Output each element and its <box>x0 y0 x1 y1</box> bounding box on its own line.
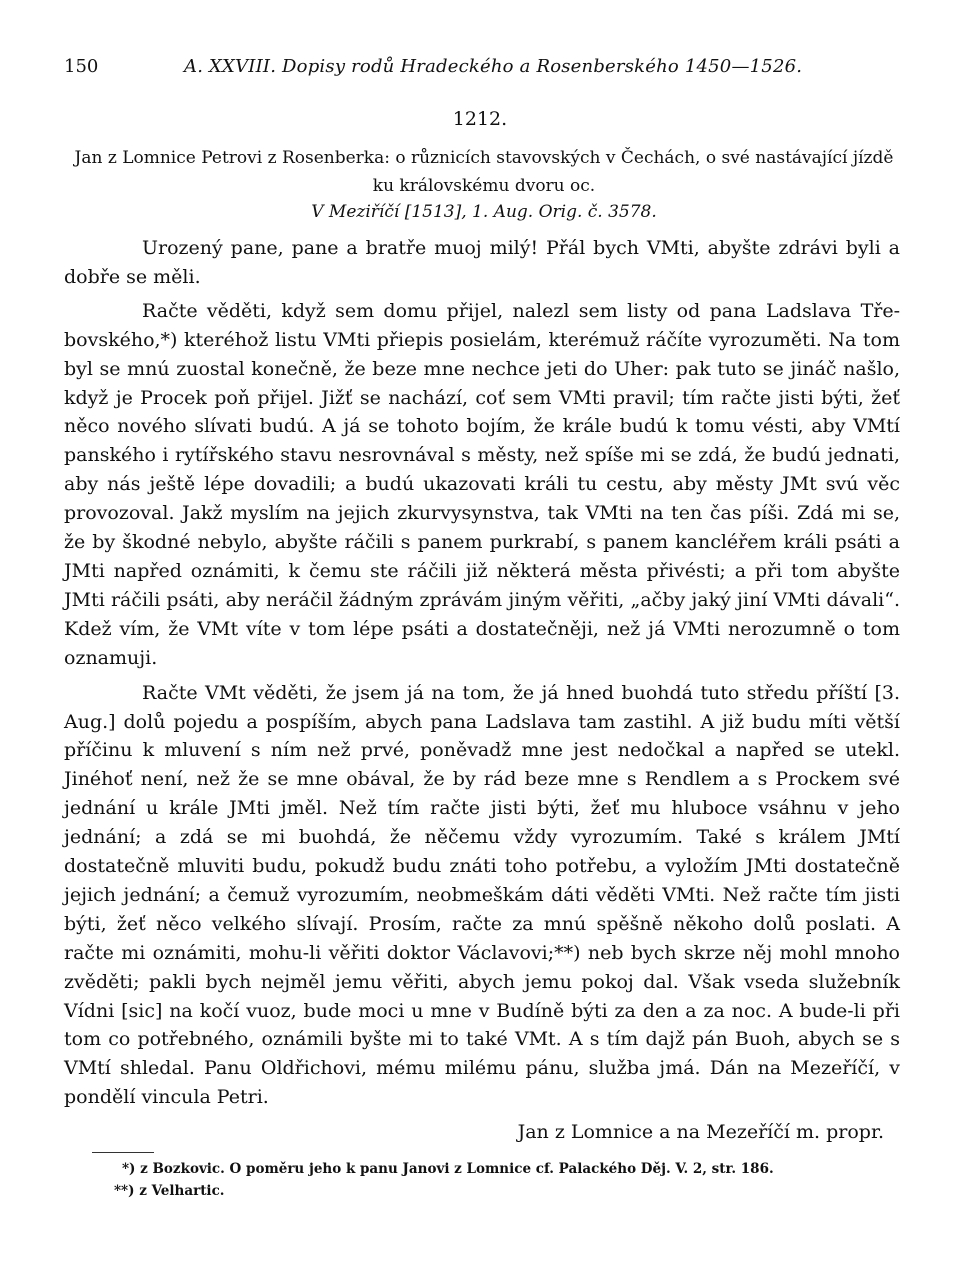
footnote-divider <box>92 1152 154 1153</box>
running-head <box>64 56 904 86</box>
footnote: **) z Velhartic. <box>114 1183 225 1199</box>
letter-paragraph: Račte VMt věděti, že jsem já na tom, že já hned buohdá tuto středu příští [3. Aug.] dolů pojedu a pospíším, abych pana Ladslava tam zastihl. A již budu míti větší příčinu k mluvení s ním než prvé, poněvadž mne jest nedočkal a napřed se utekl. Jinéhoť není, než že se mne obával, že by rád beze mne s Rendlem a s Prockem své jednání u krále JMti jměl. Než tím račte jisti býti, žeť mu hluboce vsáhnu v jeho jednání; a zdá se mi buohdá, že něčemu vždy vyrozumím. Také s králem JMtí dostatečně mluviti budu, pokudž budu znáti toho potřebu, a vyložím JMti dostatečně jejich jednání; a čemuž vyrozumím, neobmeškám dáti věděti VMti. Než račte tím jisti býti, žeť něco velkého slívají. Prosím, račte za mnú spěšně někoho dolů poslati. A račte mi oznámiti, mohu-li věřiti doktor Václavovi;**) neb bych skrze něj mohl mnoho zvěděti; pakli bych nejměl jemu věřiti, abych jemu pokoj dal. Však vseda služebník Vídni [sic] na kočí vuoz, bude moci u mne v Budíně býti za den a za noc. A bude-li při tom co potřebného, oznámili byšte mi to také VMt. A s tím dajž pán Buoh, abych se s VMtí shledal. Panu Oldřichovi, mému milému pánu, služba jmá. Dán na Mezeříčí, v pondělí vincula Petri. <box>64 681 900 1109</box>
letter-number: 1212. <box>452 108 508 130</box>
letter-body <box>64 234 900 1147</box>
letter-paragraph: Račte věděti, když sem domu přijel, nalezl sem listy od pana Ladslava Třebovského,*) kteréhož listu VMti přiepis posielám, kterémuž ráčíte vyrozuměti. Na tom byl se mnú zuostal konečně, že beze mne nechce jeti do Uher: pak tuto se jináč našlo, když je Procek poň přijel. Jižť se nachází, coť sem VMti pravil; tím račte jisti býti, žeť něco nového slívati budú. A já se tohoto bojím, že krále budú k tomu vésti, aby VMtí panského i rytířského stavu nesrovnával s městy, než spíše mi se zdá, že budú jednati, aby nás ještě lépe dovadili; a budú ukazovati králi tu cestu, aby městy JMt svú věc provozoval. Jakž myslím na jejich zkurvysynstva, tak VMti na ten čas píši. Zdá mi se, že by škodné nebylo, abyšte ráčili s panem purkrabí, s panem kancléřem králi psáti a JMti napřed oznámiti, k čemu ste ráčili již některá města přivésti; a při tom abyšte JMti ráčili psáti, aby neráčil žádným zprávám jiným věřiti, „ačby jaký jiní VMti dávali“. Kdež vím, že VMt víte v tom lépe psáti a dostatečněji, než já VMti nerozumně o tom oznamuji. <box>64 299 900 669</box>
letter-origin: V Meziříčí [1513], 1. Aug. Orig. č. 3578. <box>311 202 657 222</box>
running-title: A. XXVIII. Dopisy rodů Hradeckého a Rosenberského 1450—1526. <box>184 56 803 77</box>
letter-signature: Jan z Lomnice a na Mezeříčí m. propr. <box>517 1121 884 1144</box>
footnote: *) z Bozkovic. O poměru jeho k panu Janovi z Lomnice cf. Palackého Děj. V. 2, str. 186. <box>122 1161 774 1177</box>
letter-paragraph: Urozený pane, pane a bratře muoj milý! Přál bych VMti, abyšte zdrávi byli a dobře se měli. <box>64 237 900 288</box>
footnotes <box>100 1158 900 1202</box>
page-number: 150 <box>64 56 99 77</box>
letter-summary: Jan z Lomnice Petrovi z Rosenberka: o různicích stavovských v Čechách, o své nastávající jízdě ku královskému dvoru oc. <box>74 148 894 196</box>
